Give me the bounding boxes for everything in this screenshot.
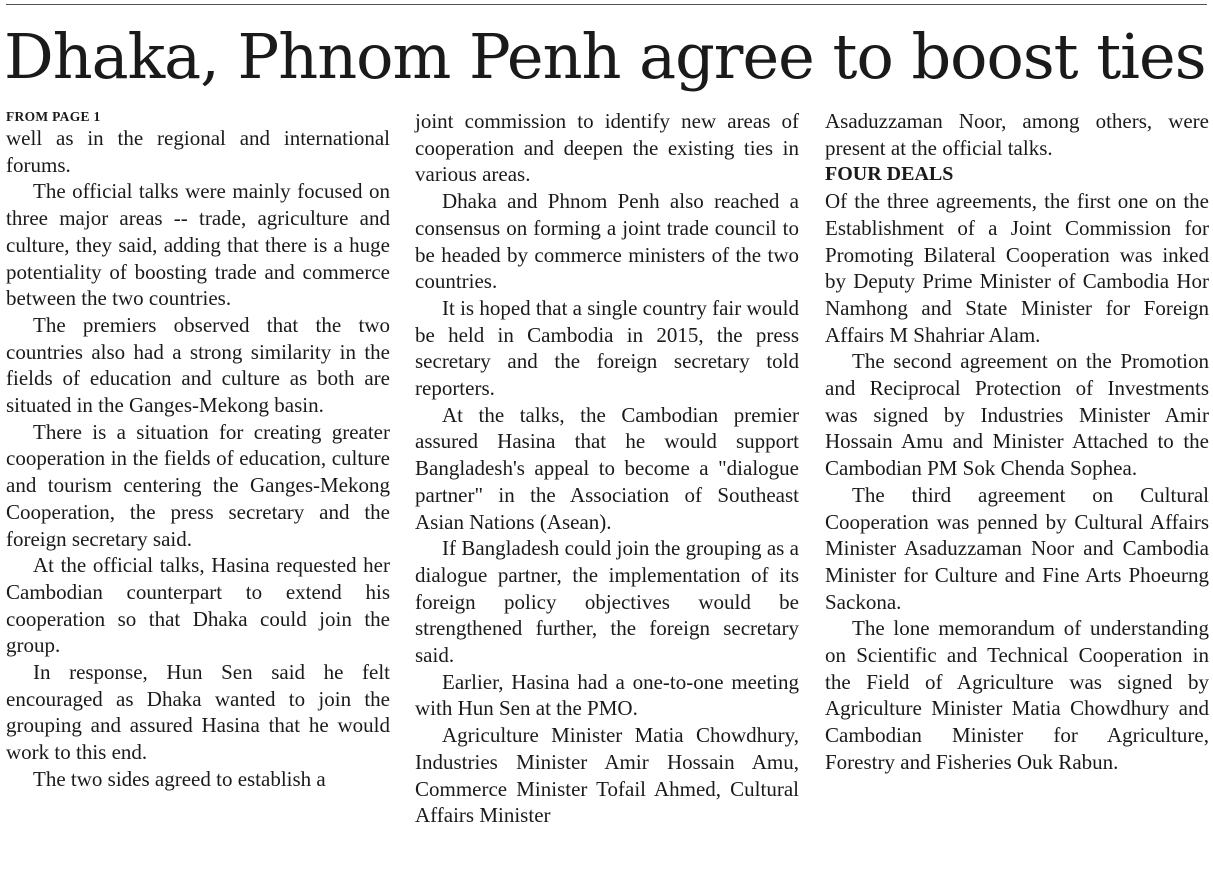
paragraph: The two sides agreed to establish a — [33, 766, 326, 791]
paragraph: joint commission to identify new areas of cooperation and deepen the existing ties in various areas. — [415, 109, 799, 187]
paragraph: At the official talks, Hasina requested her Cambodian counterpart to extend his cooperation so that Dhaka could join the group. — [6, 553, 390, 658]
paragraph: The third agreement on Cultural Cooperation was penned by Cultural Affairs Minister Asaduzzaman Noor and Cambodia Minister for Culture and Fine Arts Phoeurng Sackona. — [825, 482, 1209, 614]
column-1 — [6, 108, 390, 793]
paragraph: The official talks were mainly focused on three major areas -- trade, agriculture and culture, they said, adding that there is a huge potentiality of boosting trade and commerce between the two countries. — [6, 179, 390, 311]
column-2 — [415, 108, 799, 829]
paragraph: Agriculture Minister Matia Chowdhury, Industries Minister Amir Hossain Amu, Commerce Minister Tofail Ahmed, Cultural Affairs Minister — [415, 723, 799, 828]
paragraph: Of the three agreements, the first one on the Establishment of a Joint Commission for Promoting Bilateral Cooperation was inked by Deputy Prime Minister of Cambodia Hor Namhong and State Minister for Foreign Affairs M Shahriar Alam. — [825, 189, 1209, 347]
paragraph: It is hoped that a single country fair would be held in Cambodia in 2015, the press secretary and the foreign secretary told reporters. — [415, 295, 799, 401]
paragraph: At the talks, the Cambodian premier assured Hasina that he would support Bangladesh's appeal to become a "dialogue partner" in the Association of Southeast Asian Nations (Asean). — [415, 402, 799, 534]
headline: Dhaka, Phnom Penh agree to boost ties — [4, 20, 1206, 93]
paragraph: There is a situation for creating greater cooperation in the fields of education, culture and tourism centering the Ganges-Mekong Cooperation, the press secretary and the foreign secretary said. — [6, 419, 390, 551]
subheading: FOUR DEALS — [825, 163, 954, 186]
paragraph: well as in the regional and international forums. — [6, 126, 390, 177]
column-3 — [825, 108, 1209, 776]
paragraph: The second agreement on the Promotion and Reciprocal Protection of Investments was signed by Industries Minister Amir Hossain Amu and Minister Attached to the Cambodian PM Sok Chenda Sophea. — [825, 349, 1209, 481]
top-rule — [6, 4, 1207, 5]
paragraph: Earlier, Hasina had a one-to-one meeting with Hun Sen at the PMO. — [415, 669, 799, 721]
continuation-kicker: FROM PAGE 1 — [6, 109, 101, 124]
paragraph: In response, Hun Sen said he felt encouraged as Dhaka wanted to join the grouping and assured Hasina that he would work to this end. — [6, 660, 390, 765]
paragraph: The lone memorandum of understanding on Scientific and Technical Cooperation in the Field of Agriculture was signed by Agriculture Minister Matia Chowdhury and Cambodian Minister for Agriculture, Forestry and Fisheries Ouk Rabun. — [825, 616, 1209, 774]
paragraph: Asaduzzaman Noor, among others, were present at the official talks. — [825, 109, 1209, 160]
paragraph: The premiers observed that the two countries also had a strong similarity in the fields of education and culture as both are situated in the Ganges-Mekong basin. — [6, 312, 390, 418]
paragraph: Dhaka and Phnom Penh also reached a consensus on forming a joint trade council to be headed by commerce ministers of the two countries. — [415, 189, 799, 294]
paragraph: If Bangladesh could join the grouping as a dialogue partner, the implementation of its foreign policy objectives would be strengthened further, the foreign secretary said. — [415, 536, 799, 668]
